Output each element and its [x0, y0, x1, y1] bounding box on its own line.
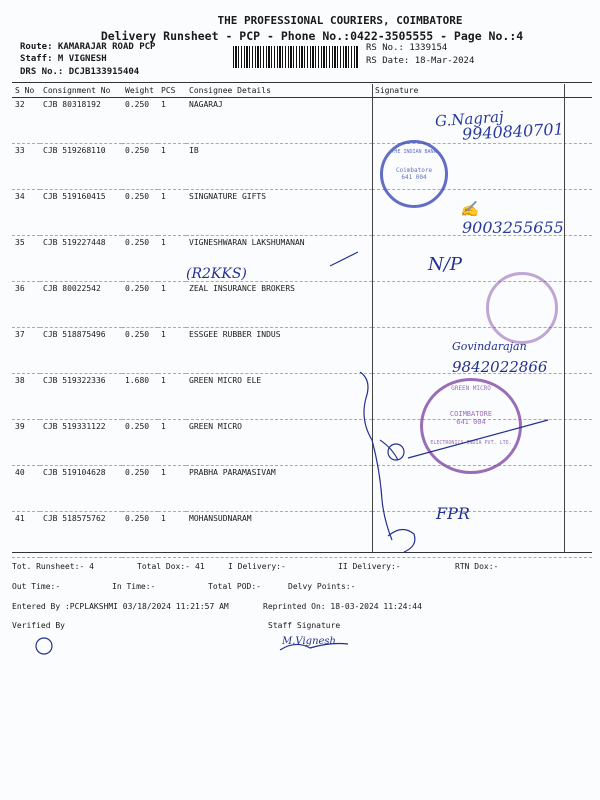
cell-sno: 37	[12, 328, 40, 374]
cell-consignee: VIGNESHWARAN LAKSHUMANAN	[186, 236, 372, 282]
cell-pcs: 1	[158, 236, 186, 282]
cell-sno: 35	[12, 236, 40, 282]
cell-pcs: 1	[158, 512, 186, 558]
scribble-39	[380, 440, 398, 460]
cell-consignment: CJB 518875496	[40, 328, 122, 374]
col-weight: Weight	[122, 83, 158, 98]
cell-sno: 33	[12, 144, 40, 190]
cell-consignee: ZEAL INSURANCE BROKERS	[186, 282, 372, 328]
cell-consignee: SINGNATURE GIFTS	[186, 190, 372, 236]
cell-weight: 0.250	[122, 236, 158, 282]
rtn-dox: RTN Dox:-	[455, 562, 499, 571]
cell-consignment: CJB 519227448	[40, 236, 122, 282]
cell-consignment: CJB 519160415	[40, 190, 122, 236]
staff-label: Staff: M VIGNESH	[20, 54, 107, 64]
cell-consignment: CJB 80318192	[40, 98, 122, 144]
i-delivery: I Delivery:-	[228, 562, 286, 571]
delvy-points: Delvy Points:-	[288, 582, 356, 591]
entered-by: Entered By :PCPLAKSHMI 03/18/2024 11:21:57 AM	[12, 602, 229, 611]
cell-consignee: MOHANSUDNARAM	[186, 512, 372, 558]
cell-consignee: NAGARAJ	[186, 98, 372, 144]
in-time: In Time:-	[112, 582, 156, 591]
phone-32: 9940840701	[461, 119, 565, 144]
cell-pcs: 1	[158, 190, 186, 236]
rs-number: RS No.: 1339154	[366, 43, 448, 53]
total-pod: Total POD:-	[208, 582, 261, 591]
cell-pcs: 1	[158, 466, 186, 512]
stamp-gm-top: GREEN MICRO	[451, 385, 491, 392]
cell-sno: 40	[12, 466, 40, 512]
cell-pcs: 1	[158, 144, 186, 190]
scribble-35	[330, 252, 358, 266]
phone-37: 9842022866	[452, 358, 548, 376]
stamp-bank-city: Coimbatore	[395, 167, 433, 174]
col-pcs: PCS	[158, 83, 186, 98]
rs-date: RS Date: 18-Mar-2024	[366, 56, 475, 66]
cell-weight: 0.250	[122, 190, 158, 236]
ii-delivery: II Delivery:-	[338, 562, 401, 571]
stamp-gm-city: COIMBATORE	[449, 410, 493, 418]
cell-consignee: GREEN MICRO ELE	[186, 374, 372, 420]
note-35: (R2KKS)	[186, 266, 247, 282]
cell-weight: 1.680	[122, 374, 158, 420]
cell-sno: 36	[12, 282, 40, 328]
cell-consignment: CJB 519331122	[40, 420, 122, 466]
cell-consignment: CJB 80022542	[40, 282, 122, 328]
cell-consignee: ESSGEE RUBBER INDUS	[186, 328, 372, 374]
cell-consignment: CJB 519322336	[40, 374, 122, 420]
route-label: Route: KAMARAJAR ROAD PCP	[20, 42, 156, 52]
scribble-line-39	[408, 420, 548, 458]
verified-mark	[36, 638, 52, 654]
drs-number: DRS No.: DCJB133915404	[20, 67, 140, 77]
cell-weight: 0.250	[122, 282, 158, 328]
cell-consignee: PRABHA PARAMASIVAM	[186, 466, 372, 512]
cell-sno: 34	[12, 190, 40, 236]
stamp-bank-name: THE INDIAN BANK	[391, 149, 437, 155]
tot-runsheet: Tot. Runsheet:- 4	[12, 562, 94, 571]
cell-consignment: CJB 518575762	[40, 512, 122, 558]
cell-weight: 0.250	[122, 98, 158, 144]
col-consignee: Consignee Details	[186, 83, 372, 98]
reprinted-on: Reprinted On: 18-03-2024 11:24:44	[263, 602, 422, 611]
cell-sno: 39	[12, 420, 40, 466]
staff-signature-label: Staff Signature	[268, 621, 341, 630]
stamp-gm-bottom: ELECTRONICS INDIA PVT. LTD.	[430, 440, 512, 446]
cell-consignee: IB	[186, 144, 372, 190]
signature-34: ✍	[460, 200, 479, 218]
verified-by: Verified By	[12, 621, 65, 630]
signature-35: N/P	[428, 254, 462, 275]
col-signature: Signature	[372, 83, 592, 98]
cell-consignee: GREEN MICRO	[186, 420, 372, 466]
cell-pcs: 1	[158, 282, 186, 328]
out-time: Out Time:-	[12, 582, 61, 591]
signature-32: G.Nagraj	[434, 107, 505, 131]
cell-pcs: 1	[158, 374, 186, 420]
cell-pcs: 1	[158, 328, 186, 374]
stamp-bank-code: 641 004	[401, 174, 427, 181]
cell-weight: 0.250	[122, 420, 158, 466]
cell-weight: 0.250	[122, 328, 158, 374]
signature-41: FPR	[436, 504, 470, 523]
scribble-41	[388, 529, 415, 552]
signature-37: Govindarajan	[452, 340, 527, 353]
cell-consignment: CJB 519104628	[40, 466, 122, 512]
cell-pcs: 1	[158, 98, 186, 144]
cell-consignment: CJB 519268110	[40, 144, 122, 190]
scribble-38-41	[360, 372, 392, 540]
col-sno: S No	[12, 83, 40, 98]
cell-weight: 0.250	[122, 144, 158, 190]
phone-34: 9003255655	[462, 218, 564, 237]
company-title: THE PROFESSIONAL COURIERS, COIMBATORE	[217, 14, 463, 27]
cell-weight: 0.250	[122, 466, 158, 512]
staff-signature: M.Vignesh	[282, 636, 336, 647]
total-dox-value: 41	[195, 562, 205, 571]
cell-sno: 38	[12, 374, 40, 420]
cell-sno: 41	[12, 512, 40, 558]
stamp-gm-code: 641 004	[456, 418, 486, 426]
cell-sno: 32	[12, 98, 40, 144]
cell-weight: 0.250	[122, 512, 158, 558]
total-dox-label: Total Dox:-	[137, 562, 190, 571]
cell-pcs: 1	[158, 420, 186, 466]
runsheet-subtitle: Delivery Runsheet - PCP - Phone No.:0422-3505555 - Page No.:4	[100, 29, 524, 43]
scribble-circle-39	[388, 444, 404, 460]
col-consignment: Consignment No	[40, 83, 122, 98]
